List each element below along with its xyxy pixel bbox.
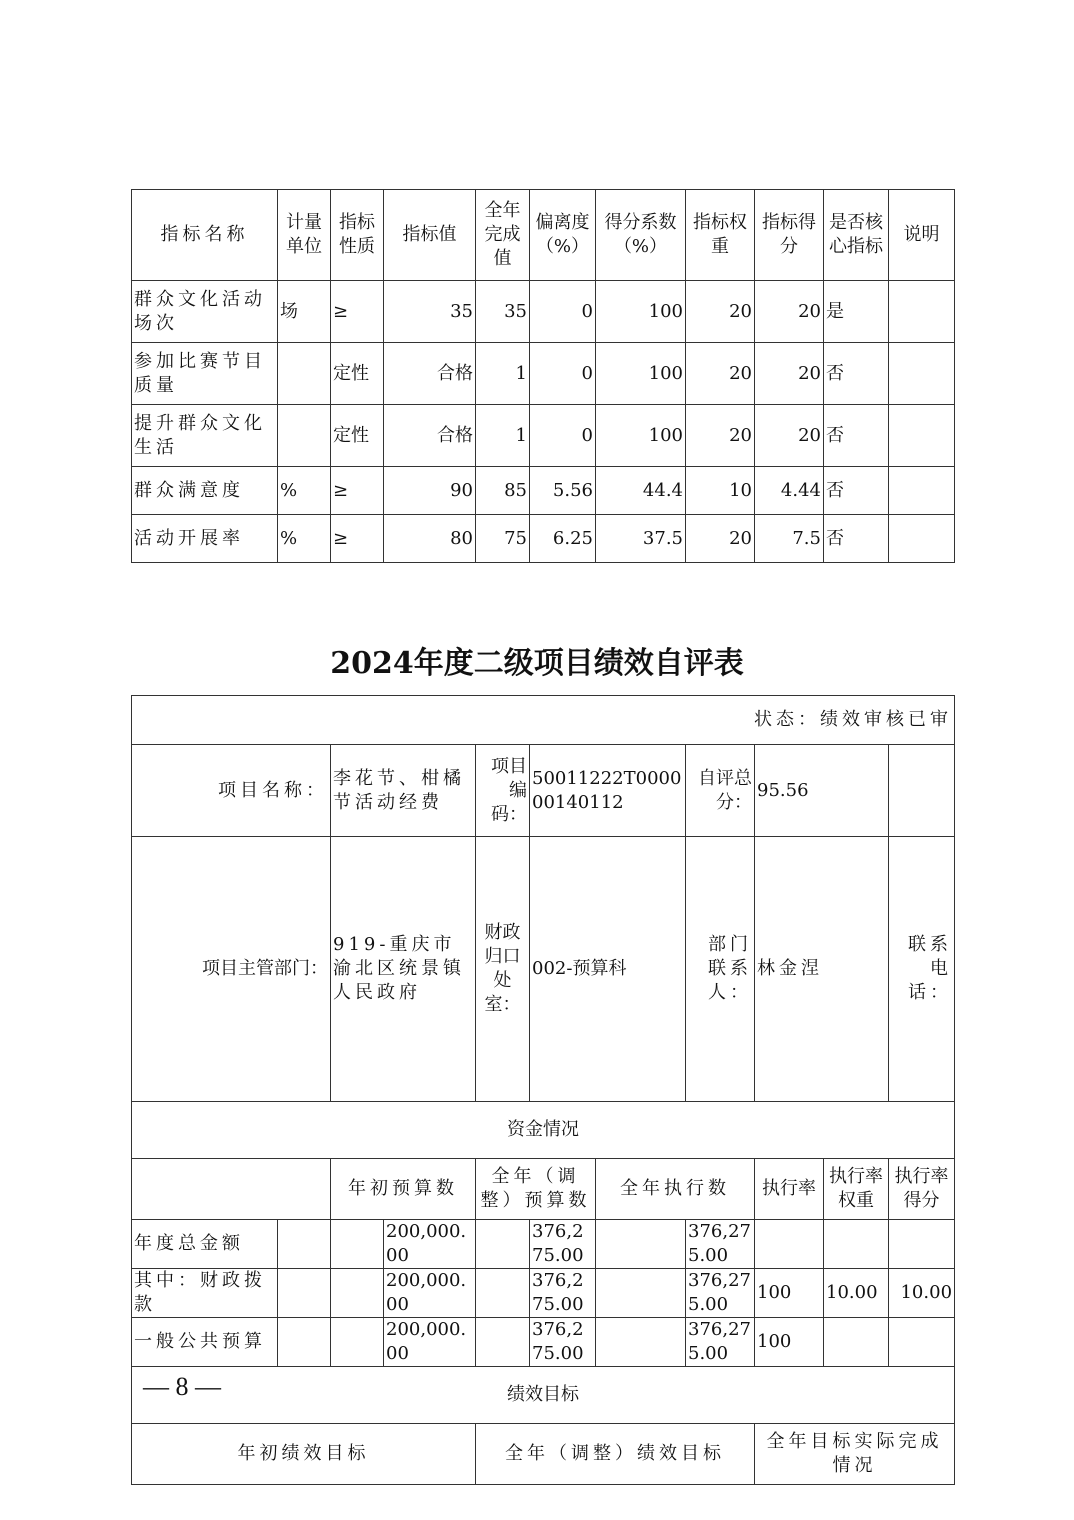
indicator-nature: ≥ bbox=[331, 467, 384, 515]
funds-header: 年初预算数 bbox=[331, 1159, 476, 1220]
indicator-coefficient: 100 bbox=[596, 281, 686, 343]
indicator-core: 否 bbox=[824, 405, 889, 467]
indicator-score: 20 bbox=[755, 405, 824, 467]
indicator-deviation: 0 bbox=[530, 405, 596, 467]
table-row bbox=[132, 1269, 955, 1318]
header-cell: 指标权重 bbox=[686, 190, 755, 281]
empty-cell bbox=[278, 1269, 331, 1318]
empty-cell bbox=[596, 1220, 686, 1269]
indicator-nature: 定性 bbox=[331, 343, 384, 405]
funds-score bbox=[889, 1220, 955, 1269]
header-cell: 全年完成值 bbox=[476, 190, 530, 281]
indicator-actual: 35 bbox=[476, 281, 530, 343]
funds-score bbox=[889, 1318, 955, 1367]
funds-header: 执行率得分 bbox=[889, 1159, 955, 1220]
funds-weight bbox=[824, 1220, 889, 1269]
empty-cell bbox=[476, 1220, 530, 1269]
empty-cell bbox=[889, 745, 955, 837]
funds-executed: 376,275.00 bbox=[686, 1318, 755, 1367]
funds-header: 执行率 bbox=[755, 1159, 824, 1220]
department-row bbox=[132, 837, 955, 1102]
header-cell: 是否核心指标 bbox=[824, 190, 889, 281]
funds-rate: 100 bbox=[755, 1318, 824, 1367]
funds-adjusted: 376,275.00 bbox=[530, 1269, 596, 1318]
funds-score: 10.00 bbox=[889, 1269, 955, 1318]
project-name: 李花节、柑橘节活动经费 bbox=[331, 745, 476, 837]
empty-cell bbox=[596, 1269, 686, 1318]
funds-label: 年度总金额 bbox=[132, 1220, 278, 1269]
funds-section-title: 资金情况 bbox=[132, 1102, 955, 1159]
indicator-nature: ≥ bbox=[331, 515, 384, 563]
indicator-core: 否 bbox=[824, 467, 889, 515]
empty-cell bbox=[476, 1318, 530, 1367]
funds-section-row bbox=[132, 1102, 955, 1159]
indicator-value: 80 bbox=[384, 515, 476, 563]
goals-header: 年初绩效目标 bbox=[132, 1424, 476, 1485]
indicator-name: 活动开展率 bbox=[132, 515, 278, 563]
header-cell: 偏离度（%） bbox=[530, 190, 596, 281]
indicator-coefficient: 100 bbox=[596, 343, 686, 405]
table-row bbox=[132, 1318, 955, 1367]
empty-cell bbox=[132, 1159, 331, 1220]
indicator-actual: 1 bbox=[476, 343, 530, 405]
table-row bbox=[132, 281, 955, 343]
indicator-value: 35 bbox=[384, 281, 476, 343]
indicator-actual: 85 bbox=[476, 467, 530, 515]
indicator-score: 20 bbox=[755, 281, 824, 343]
indicator-name: 提升群众文化生活 bbox=[132, 405, 278, 467]
indicator-name: 参加比赛节目质量 bbox=[132, 343, 278, 405]
funds-header: 执行率权重 bbox=[824, 1159, 889, 1220]
table-row bbox=[132, 1220, 955, 1269]
funds-executed: 376,275.00 bbox=[686, 1220, 755, 1269]
indicator-deviation: 0 bbox=[530, 281, 596, 343]
indicator-unit bbox=[278, 343, 331, 405]
indicator-note bbox=[889, 281, 955, 343]
goals-header: 全年（调整）绩效目标 bbox=[476, 1424, 755, 1485]
header-cell: 得分系数（%） bbox=[596, 190, 686, 281]
indicator-unit bbox=[278, 405, 331, 467]
indicator-core: 否 bbox=[824, 515, 889, 563]
indicator-table bbox=[131, 189, 955, 563]
goals-section-title: 绩效目标 bbox=[132, 1367, 955, 1424]
indicator-unit: % bbox=[278, 467, 331, 515]
indicator-unit: 场 bbox=[278, 281, 331, 343]
funds-label: 其中：财政拨款 bbox=[132, 1269, 278, 1318]
page-number: — 8 — bbox=[143, 1372, 221, 1401]
header-cell: 指标值 bbox=[384, 190, 476, 281]
evaluation-table bbox=[131, 695, 955, 1485]
funds-label: 一般公共预算 bbox=[132, 1318, 278, 1367]
table-row bbox=[132, 405, 955, 467]
indicator-coefficient: 44.4 bbox=[596, 467, 686, 515]
document-title: 2024年度二级项目绩效自评表 bbox=[330, 646, 744, 681]
indicator-weight: 10 bbox=[686, 467, 755, 515]
funds-adjusted: 376,275.00 bbox=[530, 1220, 596, 1269]
indicator-actual: 1 bbox=[476, 405, 530, 467]
finance-label: 财政归口处室： bbox=[476, 837, 530, 1102]
indicator-score: 7.5 bbox=[755, 515, 824, 563]
empty-cell bbox=[278, 1318, 331, 1367]
finance-office: 002-预算科 bbox=[530, 837, 686, 1102]
header-cell: 指标名称 bbox=[132, 190, 278, 281]
total-score: 95.56 bbox=[755, 745, 889, 837]
empty-cell bbox=[476, 1269, 530, 1318]
empty-cell bbox=[278, 1220, 331, 1269]
indicator-note bbox=[889, 343, 955, 405]
project-code-label: 项目编码： bbox=[476, 745, 530, 837]
indicator-value: 合格 bbox=[384, 405, 476, 467]
indicator-deviation: 6.25 bbox=[530, 515, 596, 563]
dept-label: 项目主管部门： bbox=[132, 837, 331, 1102]
phone-label: 联系电话： bbox=[889, 837, 955, 1102]
score-label: 自评总分： bbox=[686, 745, 755, 837]
indicator-deviation: 0 bbox=[530, 343, 596, 405]
contact-label: 部门联系人： bbox=[686, 837, 755, 1102]
indicator-weight: 20 bbox=[686, 515, 755, 563]
empty-cell bbox=[331, 1318, 384, 1367]
status-text: 状态：绩效审核已审 bbox=[132, 696, 955, 745]
project-code: 50011222T000000140112 bbox=[530, 745, 686, 837]
contact-name: 林金涅 bbox=[755, 837, 889, 1102]
dept-name: 919-重庆市渝北区统景镇人民政府 bbox=[331, 837, 476, 1102]
indicator-nature: ≥ bbox=[331, 281, 384, 343]
funds-rate: 100 bbox=[755, 1269, 824, 1318]
empty-cell bbox=[596, 1318, 686, 1367]
indicator-actual: 75 bbox=[476, 515, 530, 563]
indicator-weight: 20 bbox=[686, 405, 755, 467]
indicator-weight: 20 bbox=[686, 281, 755, 343]
indicator-header-row bbox=[132, 190, 955, 281]
indicator-value: 90 bbox=[384, 467, 476, 515]
table-row bbox=[132, 343, 955, 405]
indicator-core: 否 bbox=[824, 343, 889, 405]
header-cell: 计量单位 bbox=[278, 190, 331, 281]
funds-header: 全年执行数 bbox=[596, 1159, 755, 1220]
funds-initial: 200,000.00 bbox=[384, 1220, 476, 1269]
funds-header-row bbox=[132, 1159, 955, 1220]
project-info-row bbox=[132, 745, 955, 837]
empty-cell bbox=[331, 1269, 384, 1318]
indicator-name: 群众满意度 bbox=[132, 467, 278, 515]
indicator-value: 合格 bbox=[384, 343, 476, 405]
status-row bbox=[132, 696, 955, 745]
header-cell: 说明 bbox=[889, 190, 955, 281]
funds-executed: 376,275.00 bbox=[686, 1269, 755, 1318]
goals-header: 全年目标实际完成情况 bbox=[755, 1424, 955, 1485]
indicator-note bbox=[889, 405, 955, 467]
funds-header: 全年（调整）预算数 bbox=[476, 1159, 596, 1220]
funds-adjusted: 376,275.00 bbox=[530, 1318, 596, 1367]
indicator-coefficient: 100 bbox=[596, 405, 686, 467]
funds-weight bbox=[824, 1318, 889, 1367]
indicator-deviation: 5.56 bbox=[530, 467, 596, 515]
table-row bbox=[132, 515, 955, 563]
indicator-coefficient: 37.5 bbox=[596, 515, 686, 563]
funds-weight: 10.00 bbox=[824, 1269, 889, 1318]
funds-initial: 200,000.00 bbox=[384, 1269, 476, 1318]
header-cell: 指标得分 bbox=[755, 190, 824, 281]
indicator-name: 群众文化活动场次 bbox=[132, 281, 278, 343]
goals-section-row bbox=[132, 1367, 955, 1424]
indicator-note bbox=[889, 515, 955, 563]
indicator-core: 是 bbox=[824, 281, 889, 343]
indicator-unit: % bbox=[278, 515, 331, 563]
funds-initial: 200,000.00 bbox=[384, 1318, 476, 1367]
indicator-score: 4.44 bbox=[755, 467, 824, 515]
project-name-label: 项目名称： bbox=[132, 745, 331, 837]
indicator-note bbox=[889, 467, 955, 515]
funds-rate bbox=[755, 1220, 824, 1269]
goals-header-row bbox=[132, 1424, 955, 1485]
header-cell: 指标性质 bbox=[331, 190, 384, 281]
indicator-score: 20 bbox=[755, 343, 824, 405]
indicator-nature: 定性 bbox=[331, 405, 384, 467]
empty-cell bbox=[331, 1220, 384, 1269]
table-row bbox=[132, 467, 955, 515]
indicator-weight: 20 bbox=[686, 343, 755, 405]
